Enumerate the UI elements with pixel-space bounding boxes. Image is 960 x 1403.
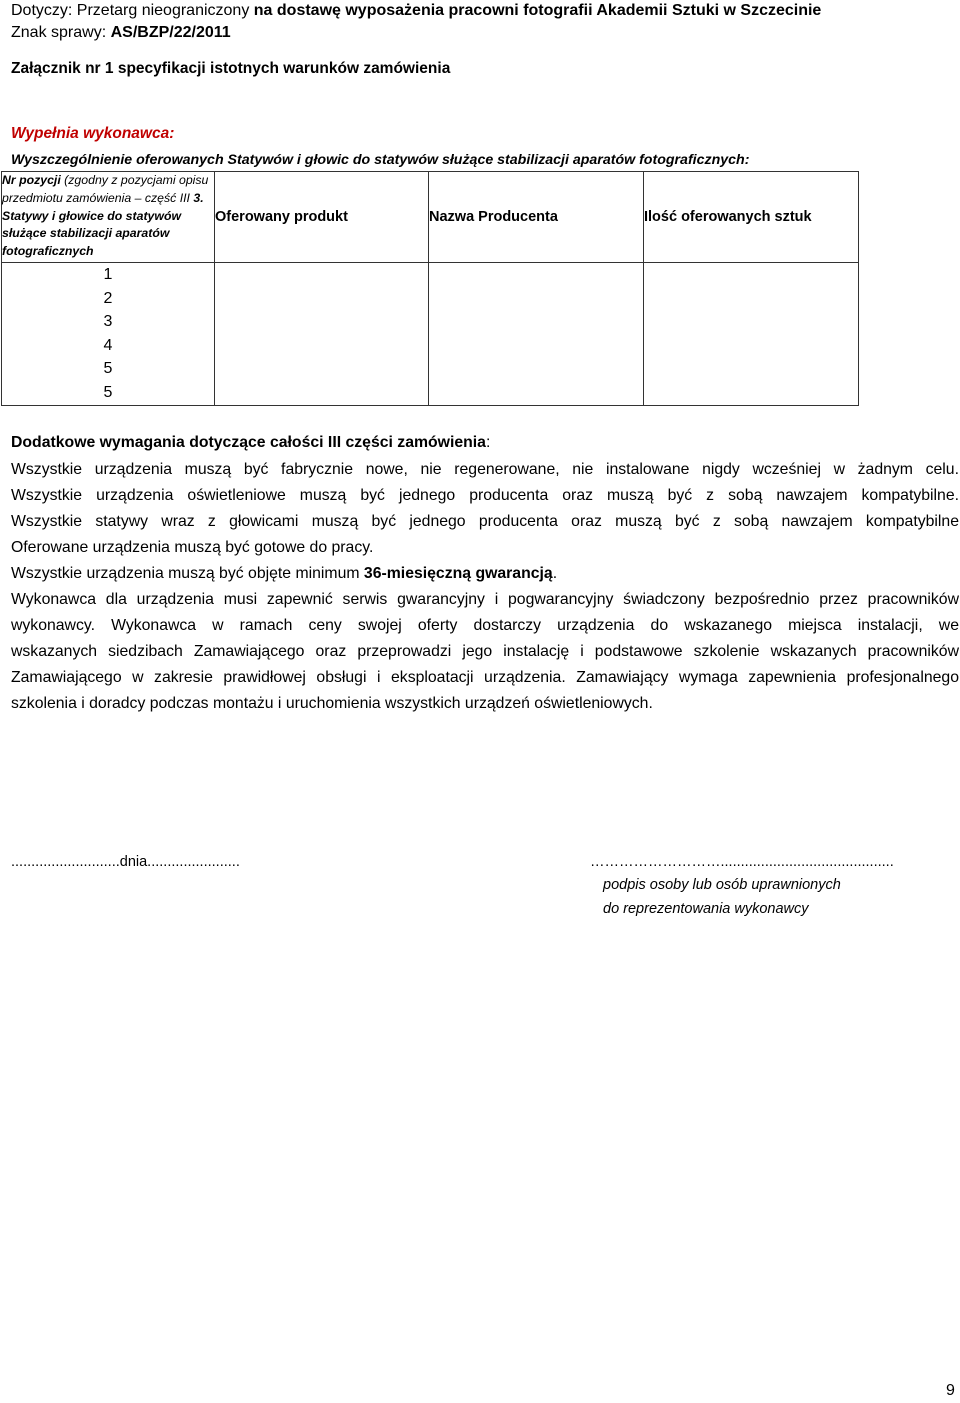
- requirements-heading-colon: :: [485, 434, 491, 451]
- service-line: szkolenia i doradcy podczas montażu i uruchomienia wszystkich urządzeń oświetleniowych.: [11, 695, 653, 712]
- spec-title: Wyszczególnienie oferowanych Statywów i głowic do statywów służące stabilizacji aparatów fotograficznych:: [11, 152, 750, 168]
- producer-header: Nazwa Producenta: [429, 172, 644, 263]
- page-number: 9: [946, 1382, 955, 1399]
- row-number: 2: [103, 289, 113, 307]
- subject-prefix: Dotyczy: Przetarg nieograniczony: [11, 2, 254, 19]
- warranty-prefix: Wszystkie urządzenia muszą być objęte minimum: [11, 565, 364, 582]
- requirement-warranty: [11, 561, 959, 587]
- requirement-lighting: Wszystkie urządzenia oświetleniowe muszą być jednego producenta oraz muszą być z sobą nawzajem kompatybilne.: [11, 487, 959, 504]
- filler-label: Wypełnia wykonawca:: [11, 125, 175, 142]
- position-header: [2, 172, 215, 263]
- requirement-new: Wszystkie urządzenia muszą być fabrycznie nowe, nie regenerowane, nie instalowane nigdy wcześniej w żadnym celu.: [11, 461, 959, 478]
- service-line: wykonawcy. Wykonawca w ramach ceny swojej oferty dostarczy urządzenia do wskazanego miejsca instalacji, we: [11, 617, 959, 634]
- quantity-cell[interactable]: [644, 263, 859, 406]
- case-number-label: Znak sprawy:: [11, 24, 111, 41]
- requirement-tripods: Wszystkie statywy wraz z głowicami muszą być jednego producenta oraz muszą być z sobą nawzajem kompatybilne: [11, 513, 959, 530]
- warranty-suffix: .: [552, 565, 558, 582]
- signature-label-line2: do reprezentowania wykonawcy: [603, 901, 809, 917]
- case-number: AS/BZP/22/2011: [110, 24, 231, 41]
- requirements-heading: [11, 430, 959, 456]
- row-number: 1: [103, 266, 113, 283]
- annex-title: Załącznik nr 1 specyfikacji istotnych warunków zamówienia: [11, 60, 451, 77]
- position-header-italic: (zgodny z pozycjami opisu przedmiotu zamówienia – część III: [2, 173, 209, 205]
- row-number: 5: [103, 360, 113, 377]
- warranty-period: 36-miesięczną gwarancją: [363, 565, 553, 582]
- case-number-line: [11, 23, 231, 43]
- subject-title: na dostawę wyposażenia pracowni fotografii Akademii Sztuki w Szczecinie: [253, 2, 822, 19]
- row-number: 5: [103, 383, 113, 401]
- signature-placeholder: ………………………...........................................: [590, 854, 894, 870]
- row-number: 3: [103, 313, 113, 330]
- requirements-heading-text: Dodatkowe wymagania dotyczące całości III części zamówienia: [11, 434, 486, 451]
- offer-table: [1, 171, 859, 406]
- quantity-header: Ilość oferowanych sztuk: [644, 172, 859, 263]
- table-header-row: [2, 172, 859, 263]
- position-header-category: 3. Statywy i głowice do statywów służące stabilizacji aparatów fotograficznych: [2, 190, 204, 259]
- service-line: Zamawiającego w zakresie prawidłowej obsługi i eksploatacji urządzenia. Zamawiający wymaga zapewnienia profesjonalnego: [11, 669, 959, 686]
- table-body-row: [2, 263, 859, 406]
- service-line: wskazanych siedzibach Zamawiającego oraz przeprowadzi jego instalację i podstawowe szkolenie wskazanych pracowników: [11, 643, 959, 660]
- position-header-bold: Nr pozycji: [2, 173, 61, 187]
- product-header: Oferowany produkt: [215, 172, 429, 263]
- signature-label-line1: podpis osoby lub osób uprawnionych: [603, 877, 841, 893]
- date-placeholder: ...........................dnia.......................: [11, 854, 240, 870]
- row-number: 4: [103, 336, 113, 354]
- service-line: Wykonawca dla urządzenia musi zapewnić serwis gwarancyjny i pogwarancyjny świadczony bezpośrednio przez pracowników: [11, 591, 959, 608]
- subject-line: [11, 1, 821, 21]
- requirement-ready: Oferowane urządzenia muszą być gotowe do pracy.: [11, 539, 374, 556]
- service-paragraph: [11, 587, 959, 717]
- producer-cell[interactable]: [429, 263, 644, 406]
- position-numbers: [2, 263, 215, 406]
- product-cell[interactable]: [215, 263, 429, 406]
